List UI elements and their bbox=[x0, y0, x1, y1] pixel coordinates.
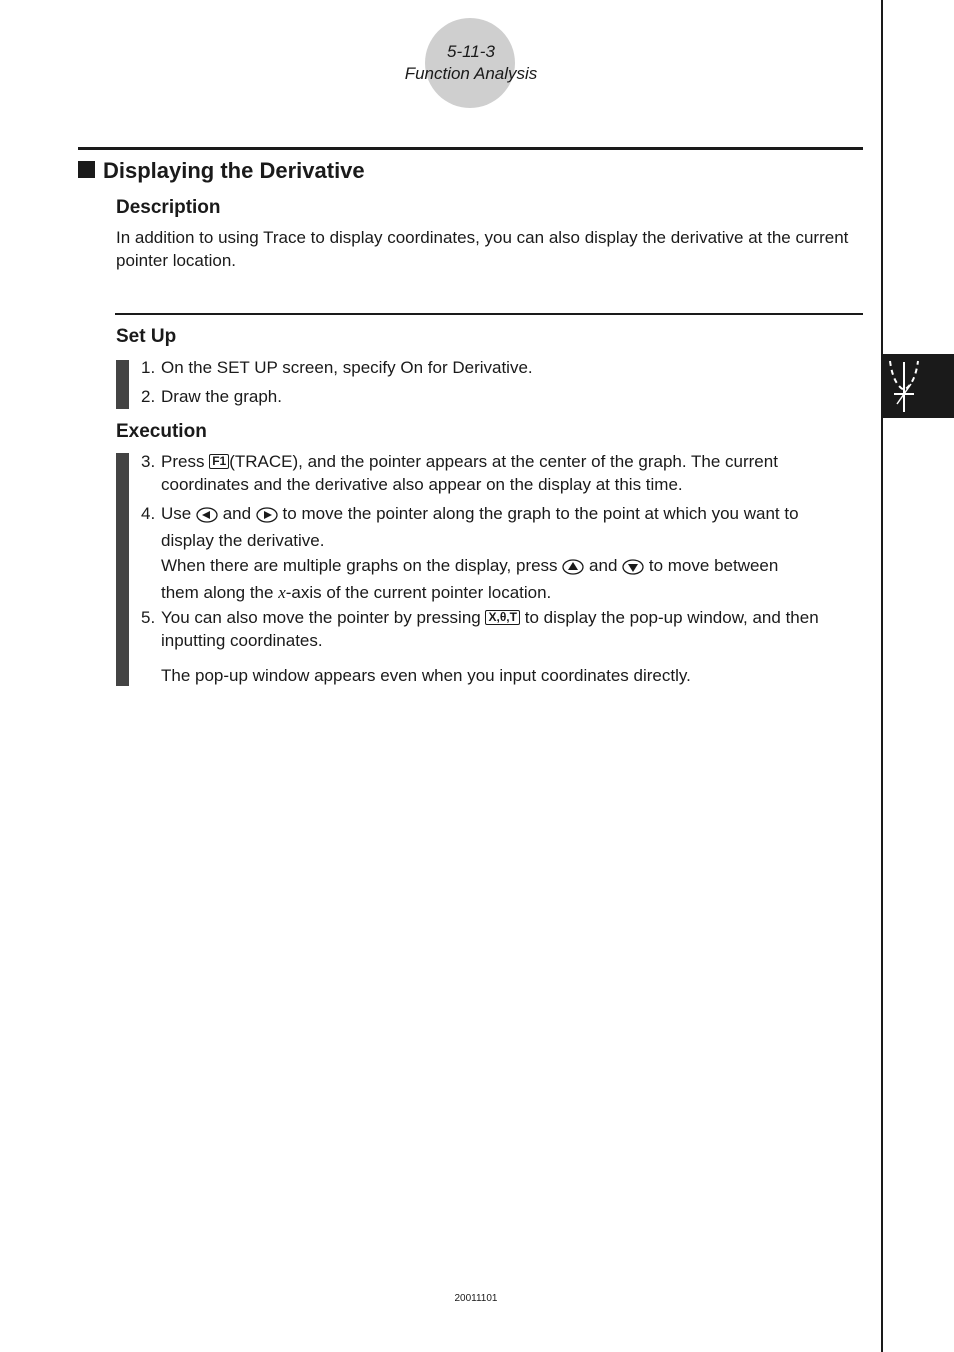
note-pre: When there are multiple graphs on the display, press bbox=[161, 556, 558, 575]
execution-side-bar bbox=[116, 453, 129, 686]
section-title: Displaying the Derivative bbox=[103, 158, 365, 183]
step-number: 1. bbox=[141, 358, 156, 377]
divider bbox=[115, 313, 863, 315]
section-rule bbox=[78, 147, 863, 150]
and-text: and bbox=[589, 556, 618, 575]
step-text-post: to display the pop-up window, and then bbox=[524, 608, 819, 627]
step-number: 2. bbox=[141, 387, 156, 406]
description-heading: Description bbox=[116, 197, 221, 218]
step-text-pre: You can also move the pointer by pressing bbox=[161, 608, 481, 627]
execution-heading: Execution bbox=[116, 421, 207, 442]
margin-rule bbox=[881, 0, 883, 1352]
step-text-post: to move the pointer along the graph to the point at which you want to bbox=[282, 504, 799, 523]
step-number: 4. bbox=[141, 504, 156, 523]
description-text: In addition to using Trace to display coordinates, you can also display the derivative at the current pointer location. bbox=[116, 228, 849, 270]
x-theta-t-key-icon: X,θ,T bbox=[485, 610, 520, 625]
and-text: and bbox=[222, 504, 252, 523]
left-arrow-key-icon bbox=[196, 506, 218, 529]
note-line2-post: -axis of the current pointer location. bbox=[285, 583, 552, 602]
f1-key-icon: F1 bbox=[209, 454, 229, 469]
footer-code: 20011101 bbox=[454, 1293, 498, 1304]
step-text-line2: inputting coordinates. bbox=[161, 631, 323, 650]
graph-parabola-icon bbox=[883, 354, 954, 418]
setup-heading: Set Up bbox=[116, 326, 177, 347]
step-text-pre: Use bbox=[161, 504, 192, 523]
step-text-line2: display the derivative. bbox=[161, 531, 325, 550]
note-line2-pre: them along the bbox=[161, 583, 274, 602]
page-number-circle bbox=[425, 18, 515, 108]
step-number: 5. bbox=[141, 608, 156, 627]
page-number: 5-11-3 bbox=[447, 42, 495, 61]
x-variable: x bbox=[278, 583, 286, 602]
step-text bbox=[161, 606, 861, 652]
step-number: 3. bbox=[141, 452, 156, 471]
step-text: Draw the graph. bbox=[161, 387, 282, 406]
up-arrow-key-icon bbox=[562, 558, 584, 581]
step-text-post: (TRACE), and the pointer appears at the center of the graph. The current bbox=[229, 452, 778, 471]
step-text-pre: Press bbox=[161, 452, 205, 471]
note-text: The pop-up window appears even when you input coordinates directly. bbox=[161, 666, 691, 685]
step-text-line2: coordinates and the derivative also appear on the display at this time. bbox=[161, 475, 683, 494]
step-text bbox=[161, 502, 861, 552]
down-arrow-key-icon bbox=[622, 558, 644, 581]
chapter-title: Function Analysis bbox=[404, 64, 538, 83]
step-text bbox=[161, 450, 861, 496]
note-post: to move between bbox=[648, 556, 779, 575]
note-text bbox=[161, 554, 861, 604]
right-arrow-key-icon bbox=[256, 506, 278, 529]
setup-side-bar bbox=[116, 360, 129, 409]
step-text: On the SET UP screen, specify On for Derivative. bbox=[161, 358, 533, 377]
section-bullet-icon bbox=[78, 161, 95, 178]
